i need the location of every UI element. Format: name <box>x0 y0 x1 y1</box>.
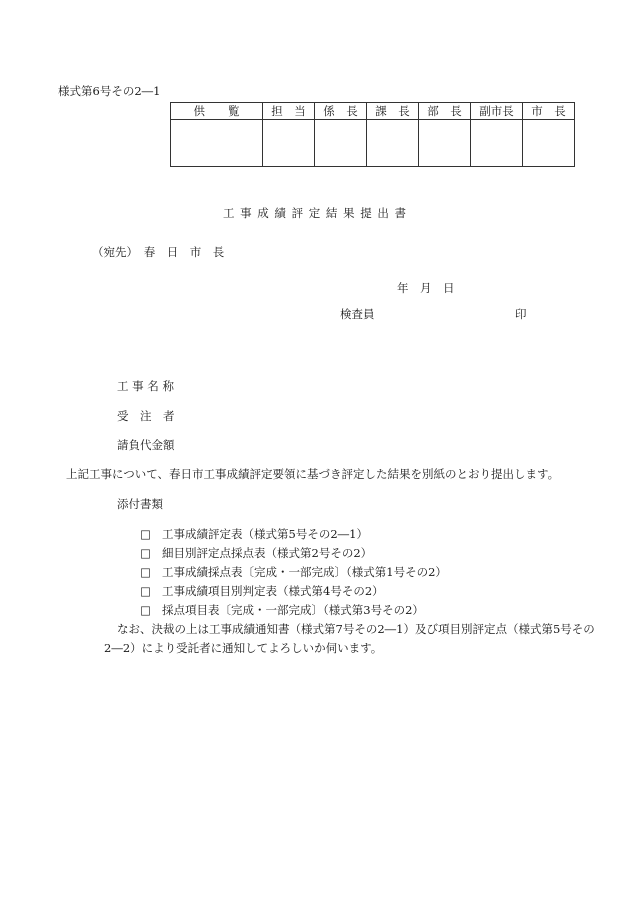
note-line-2: 2―2）により受託者に通知してよろしいか伺います。 <box>104 641 383 655</box>
approval-header-circulation: 供 覧 <box>171 103 263 120</box>
approval-stamp-row <box>171 120 575 167</box>
stamp-cell[interactable] <box>523 120 575 167</box>
form-number: 様式第6号その2―1 <box>58 84 161 98</box>
stamp-cell[interactable] <box>367 120 419 167</box>
addressee: （宛先） 春 日 市 長 <box>92 245 225 259</box>
checkbox-icon[interactable]: □ <box>140 603 151 617</box>
attachment-label: 工事成績項目別判定表（様式第4号その2） <box>162 584 384 598</box>
stamp-cell[interactable] <box>419 120 471 167</box>
attachment-item <box>139 548 372 560</box>
body-text: 上記工事について、春日市工事成績評定要領に基づき評定した結果を別紙のとおり提出します。 <box>66 467 560 481</box>
approval-header-row <box>171 103 575 120</box>
stamp-cell[interactable] <box>171 120 263 167</box>
contract-amount-label: 請負代金額 <box>117 438 175 452</box>
approval-header-deputy-mayor: 副市長 <box>471 103 523 120</box>
attachment-label: 工事成績評定表（様式第5号その2―1） <box>162 527 368 541</box>
attachment-item <box>139 529 368 541</box>
attachment-label: 採点項目表〔完成・一部完成〕（様式第3号その2） <box>162 603 424 617</box>
checkbox-icon[interactable]: □ <box>140 565 151 579</box>
note-line-1: なお、決裁の上は工事成績通知書（様式第7号その2―1）及び項目別評定点（様式第5号その <box>117 622 595 636</box>
date-line: 年 月 日 <box>397 281 455 295</box>
approval-header-section-manager: 課 長 <box>367 103 419 120</box>
approval-header-department-manager: 部 長 <box>419 103 471 120</box>
stamp-cell[interactable] <box>471 120 523 167</box>
seal-mark: 印 <box>515 307 527 321</box>
project-name-label: 工 事 名 称 <box>117 379 174 393</box>
document-title: 工 事 成 績 評 定 結 果 提 出 書 <box>222 206 408 220</box>
inspector-label: 検査員 <box>340 307 375 321</box>
attachment-label: 工事成績採点表〔完成・一部完成〕（様式第1号その2） <box>162 565 447 579</box>
approval-header-chief: 係 長 <box>315 103 367 120</box>
checkbox-icon[interactable]: □ <box>140 527 151 541</box>
stamp-cell[interactable] <box>315 120 367 167</box>
approval-stamp-table <box>170 102 575 167</box>
contractor-label: 受 注 者 <box>117 409 175 423</box>
attachments-heading: 添付書類 <box>117 497 163 511</box>
approval-header-staff: 担 当 <box>263 103 315 120</box>
attachment-item <box>139 605 424 617</box>
checkbox-icon[interactable]: □ <box>140 584 151 598</box>
stamp-cell[interactable] <box>263 120 315 167</box>
approval-header-mayor: 市 長 <box>523 103 575 120</box>
checkbox-icon[interactable]: □ <box>140 546 151 560</box>
attachment-label: 細目別評定点採点表（様式第2号その2） <box>162 546 373 560</box>
attachment-item <box>139 586 384 598</box>
attachment-item <box>139 567 447 579</box>
